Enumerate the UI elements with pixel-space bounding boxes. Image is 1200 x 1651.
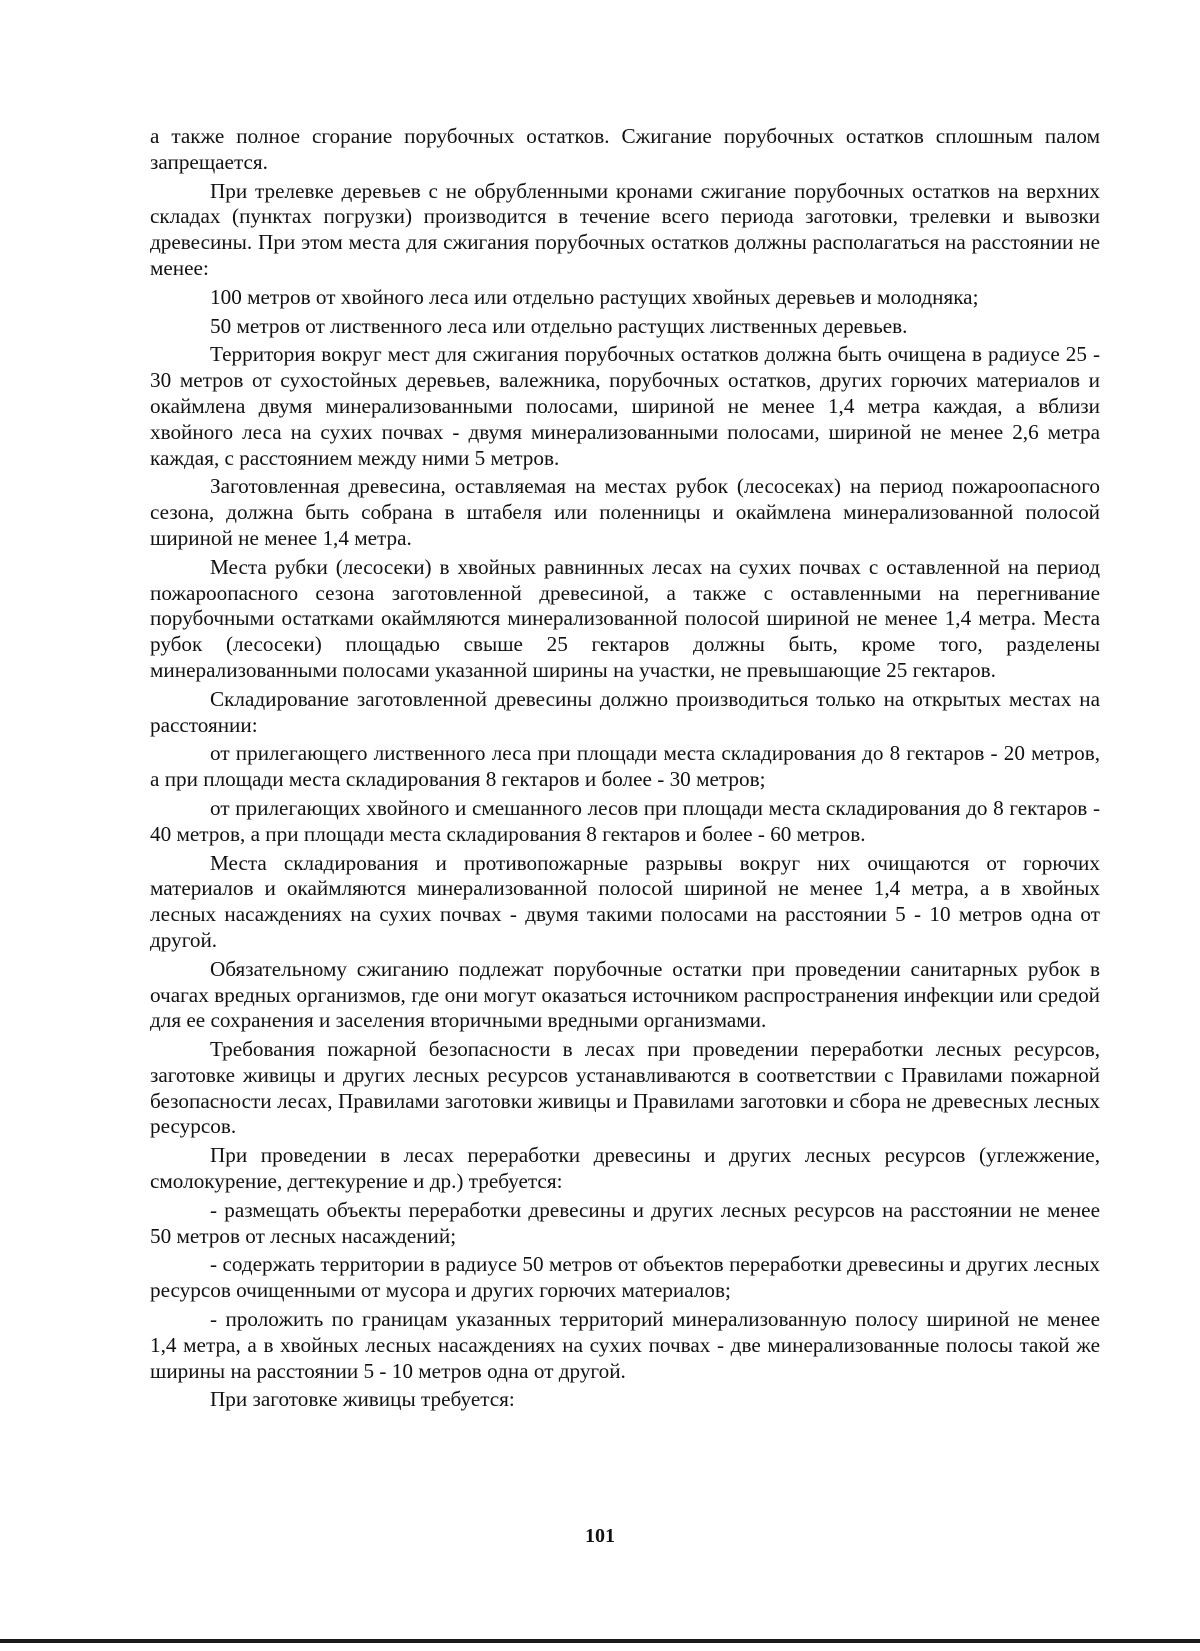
paragraph-7: Места рубки (лесосеки) в хвойных равнинных лесах на сухих почвах с оставленной на период пожароопасного сезона заготовленной древесиной, а также с оставленными на перегнивание порубочными остатками окаймляются минерализованной полосой шириной не менее 1,4 метра. Места рубок (лесосеки) площадью свыше 25 гектаров должны быть, кроме того, разделены минерализованными полосами указанной ширины на участки, не превышающие 25 гектаров. bbox=[150, 554, 1100, 682]
paragraph-3: 100 метров от хвойного леса или отдельно растущих хвойных деревьев и молодняка; bbox=[210, 284, 979, 309]
paragraph-16: - содержать территории в радиусе 50 метров от объектов переработки древесины и других лесных ресурсов очищенными от мусора и других горючих материалов; bbox=[150, 1252, 1100, 1303]
paragraph-2: При трелевке деревьев с не обрубленными кронами сжигание порубочных остатков на верхних складах (пунктах погрузки) производится в течение всего периода заготовки, трелевки и вывозки древесины. При этом места для сжигания порубочных остатков должны располагаться на расстоянии не менее: bbox=[150, 178, 1100, 280]
paragraph-17: - проложить по границам указанных территорий минерализованную полосу шириной не менее 1,4 метра, а в хвойных лесных насаждениях на сухих почвах - две минерализованные полосы такой же ширины на расстоянии 5 - 10 метров одна от другой. bbox=[150, 1307, 1100, 1383]
paragraph-15: - размещать объекты переработки древесины и других лесных ресурсов на расстоянии не менее 50 метров от лесных насаждений; bbox=[150, 1197, 1100, 1248]
page-number: 101 bbox=[585, 1525, 615, 1547]
paragraph-9: от прилегающего лиственного леса при площади места складирования до 8 гектаров - 20 метров, а при площади места складирования 8 гектаров и более - 30 метров; bbox=[150, 741, 1100, 792]
body-text bbox=[150, 124, 1100, 1416]
paragraph-1: а также полное сгорание порубочных остатков. Сжигание порубочных остатков сплошным палом запрещается. bbox=[150, 124, 1100, 174]
paragraph-13: Требования пожарной безопасности в лесах при проведении переработки лесных ресурсов, заготовке живицы и других лесных ресурсов устанавливаются в соответствии с Правилами пожарной безопасности лесах, Правилами заготовки живицы и Правилами заготовки и сбора не древесных лесных ресурсов. bbox=[150, 1037, 1100, 1139]
paragraph-8: Складирование заготовленной древесины должно производиться только на открытых местах на расстоянии: bbox=[150, 686, 1100, 737]
paragraph-11: Места складирования и противопожарные разрывы вокруг них очищаются от горючих материалов и окаймляются минерализованной полосой шириной не менее 1,4 метра, а в хвойных лесных насаждениях на сухих почвах - двумя такими полосами на расстоянии 5 - 10 метров одна от другой. bbox=[150, 850, 1100, 952]
paragraph-6: Заготовленная древесина, оставляемая на местах рубок (лесосеках) на период пожароопасного сезона, должна быть собрана в штабеля или поленницы и окаймлена минерализованной полосой шириной не менее 1,4 метра. bbox=[150, 474, 1100, 550]
paragraph-10: от прилегающих хвойного и смешанного лесов при площади места складирования до 8 гектаров - 40 метров, а при площади места складирования 8 гектаров и более - 60 метров. bbox=[150, 795, 1100, 846]
paragraph-5: Территория вокруг мест для сжигания порубочных остатков должна быть очищена в радиусе 25 - 30 метров от сухостойных деревьев, валежника, порубочных остатков, других горючих материалов и окаймлена двумя минерализованными полосами, шириной не менее 1,4 метра каждая, а вблизи хвойного леса на сухих почвах - двумя минерализованными полосами, шириной не менее 2,6 метра каждая, с расстоянием между ними 5 метров. bbox=[150, 342, 1100, 470]
bottom-divider bbox=[0, 1639, 1200, 1643]
paragraph-18: При заготовке живицы требуется: bbox=[210, 1387, 515, 1412]
paragraph-14: При проведении в лесах переработки древесины и других лесных ресурсов (углежжение, смолокурение, дегтекурение и др.) требуется: bbox=[150, 1143, 1100, 1194]
paragraph-12: Обязательному сжиганию подлежат порубочные остатки при проведении санитарных рубок в очагах вредных организмов, где они могут оказаться источником распространения инфекции или средой для ее сохранения и заселения вторичными вредными организмами. bbox=[150, 956, 1100, 1033]
paragraph-4: 50 метров от лиственного леса или отдельно растущих лиственных деревьев. bbox=[210, 313, 908, 338]
